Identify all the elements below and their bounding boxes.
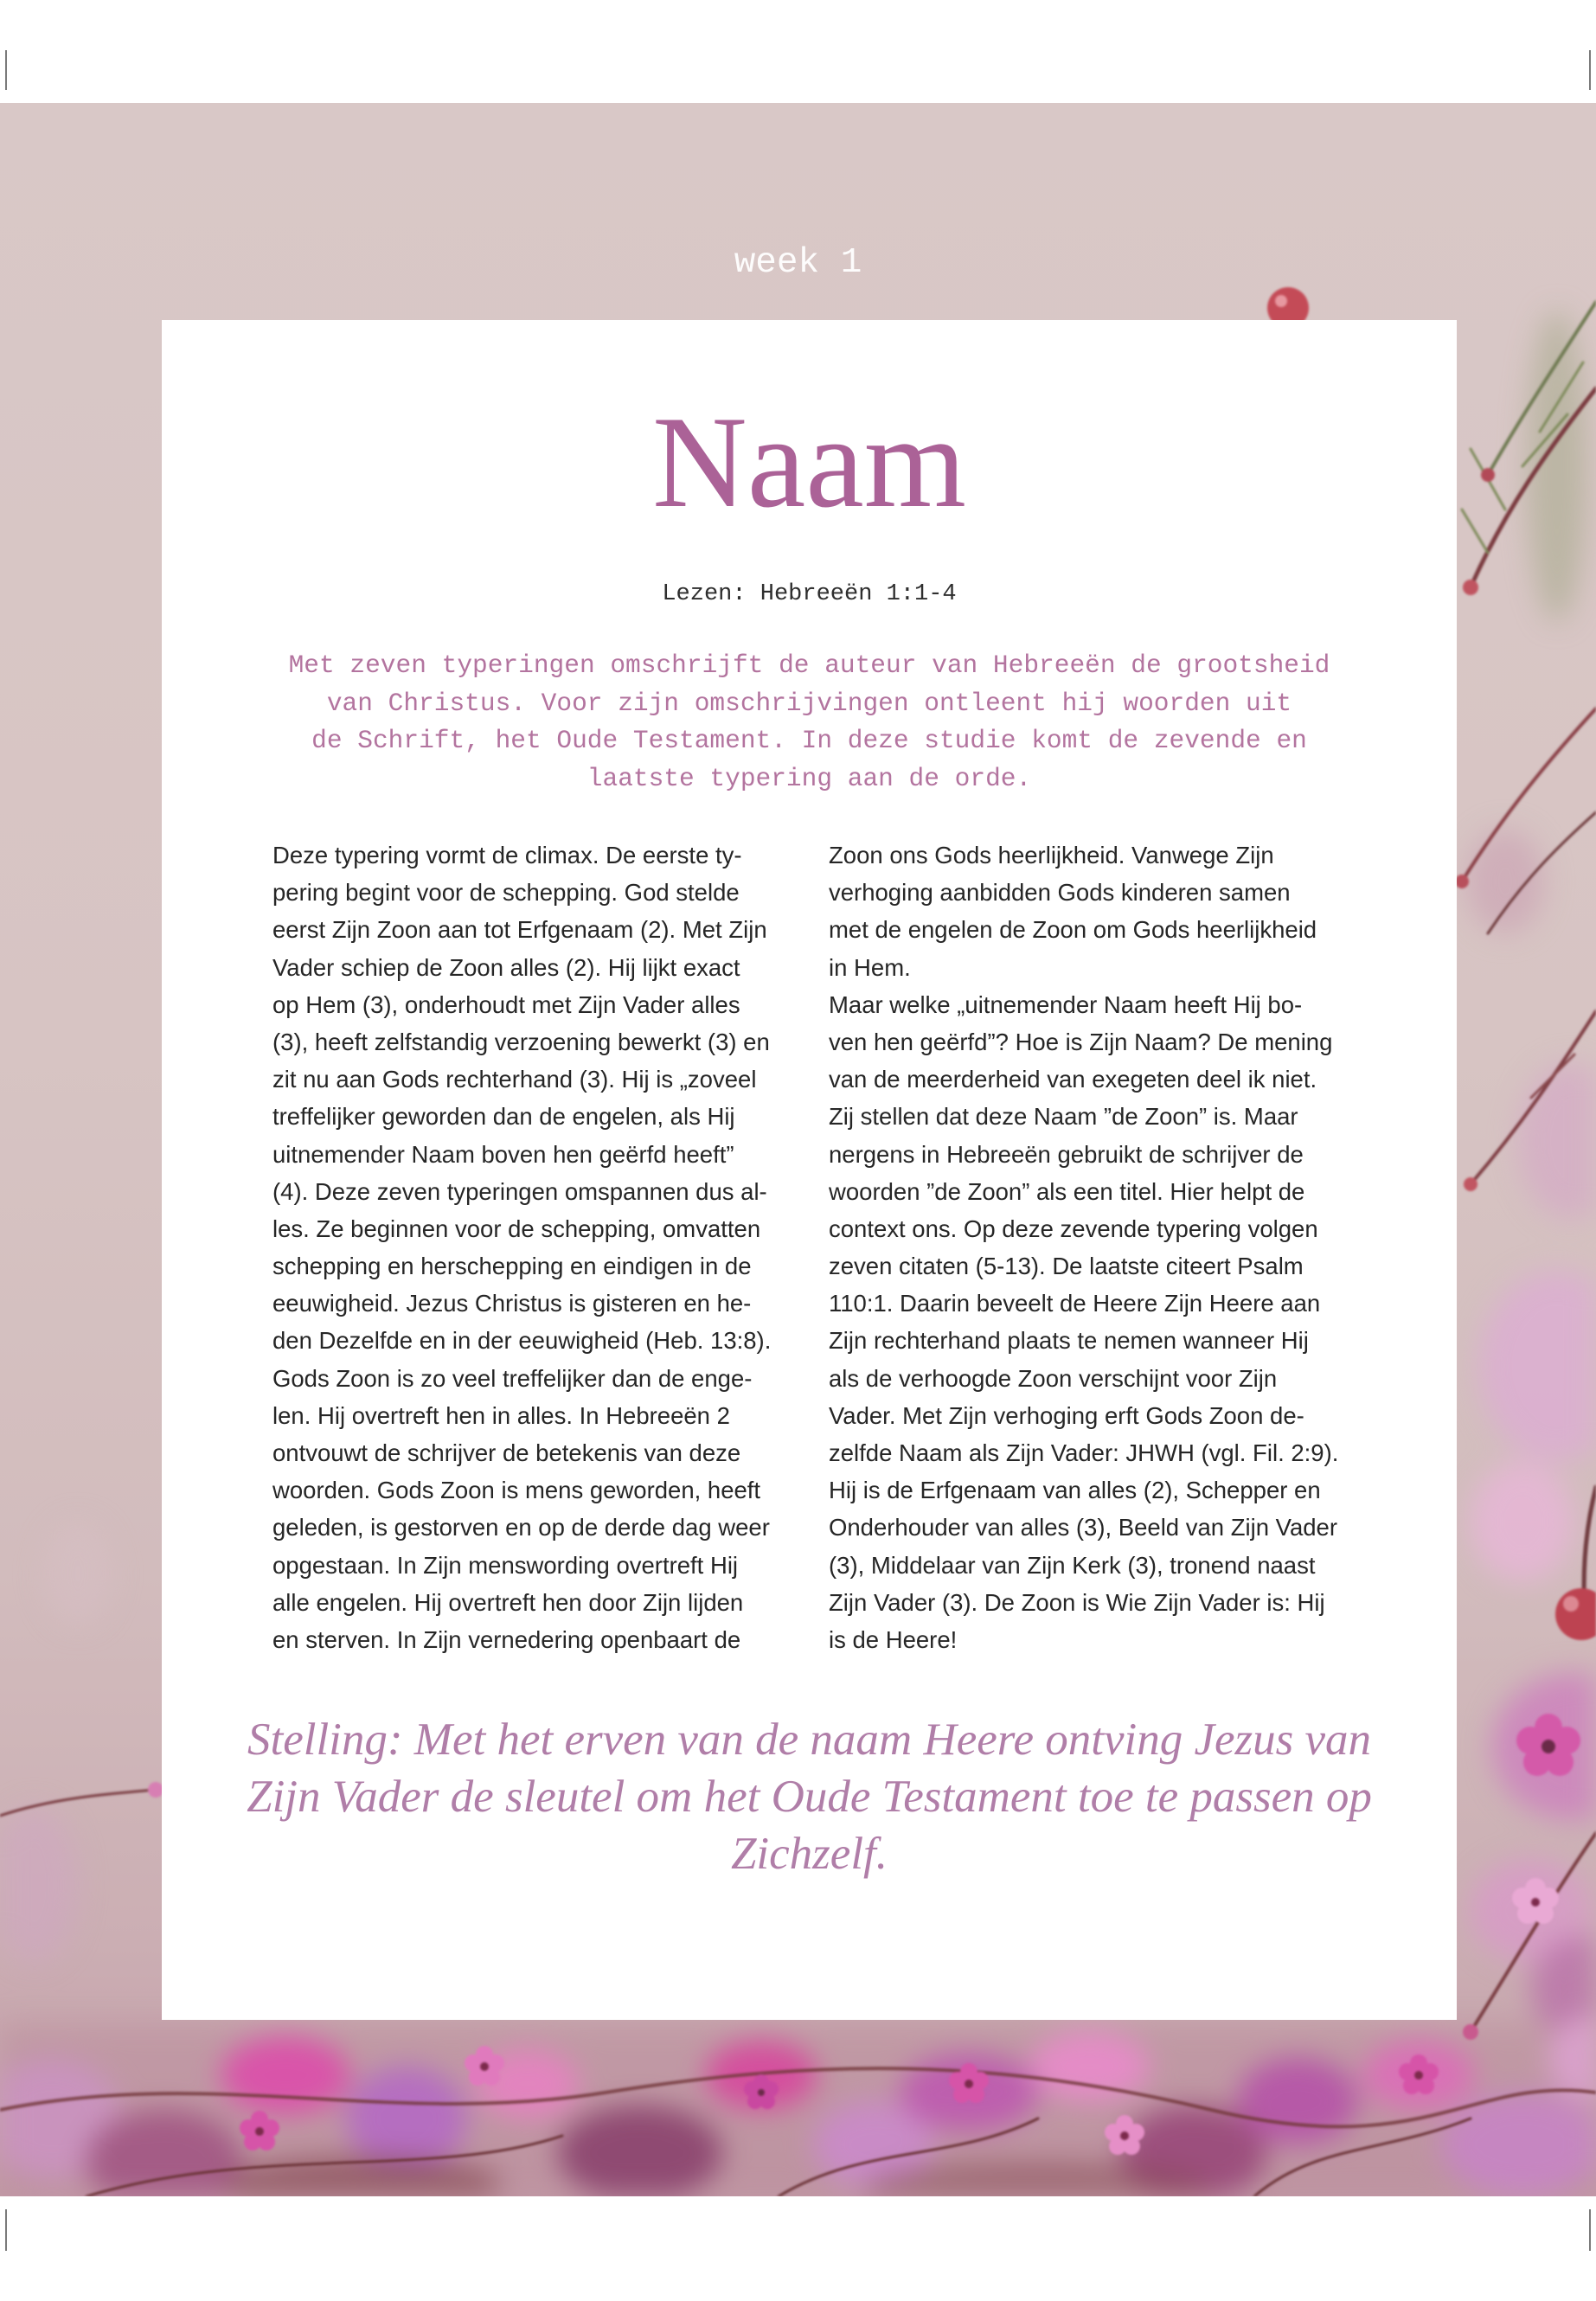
right-column-line: Vader. Met Zijn verhoging erft Gods Zoon de- — [829, 1401, 1304, 1429]
intro-paragraph — [162, 647, 1457, 798]
statement-line: Stelling: Met het erven van de naam Heere ontving Jezus van — [247, 1715, 1372, 1765]
left-column-line: (4). Deze zeven typeringen omspannen dus al- — [272, 1177, 767, 1205]
crop-mark-top-left — [5, 50, 7, 90]
red-bud-right — [1555, 1588, 1596, 1640]
body-column-right — [829, 836, 1348, 1658]
right-column-line: zeven citaten (5-13). De laatste citeert Psalm — [829, 1253, 1304, 1280]
left-column-line: uitnemender Naam boven hen geërfd heeft” — [272, 1140, 734, 1168]
right-column-line: (3), Middelaar van Zijn Kerk (3), tronend naast — [829, 1551, 1316, 1579]
left-column-line: den Dezelfde en in der eeuwigheid (Heb. 13:8). — [272, 1327, 772, 1355]
right-column-line: Zij stellen dat deze Naam ”de Zoon” is. Maar — [829, 1103, 1298, 1131]
right-column-line: in Hem. — [829, 953, 911, 981]
left-column-line: eerst Zijn Zoon aan tot Erfgenaam (2). Met Zijn — [272, 916, 767, 944]
left-column-line: pering begint voor de schepping. God stelde — [272, 879, 740, 907]
right-column-line: Zijn Vader (3). De Zoon is Wie Zijn Vader is: Hij — [829, 1588, 1325, 1616]
left-column-line: les. Ze beginnen voor de schepping, omvatten — [272, 1215, 761, 1242]
right-column-line: context ons. Op deze zevende typering volgen — [829, 1215, 1318, 1242]
left-column-line: eeuwigheid. Jezus Christus is gisteren en he- — [272, 1290, 752, 1317]
right-column-line: als de verhoogde Zoon verschijnt voor Zijn — [829, 1364, 1278, 1392]
flower-right-pale — [1512, 1878, 1559, 1924]
right-column-line: Onderhouder van alles (3), Beeld van Zijn Vader — [829, 1514, 1338, 1541]
left-column-line: schepping en herschepping en eindigen in de — [272, 1253, 752, 1280]
crop-mark-bottom-left — [5, 2209, 7, 2251]
right-column-line: Zijn rechterhand plaats te nemen wanneer Hij — [829, 1327, 1309, 1355]
crop-mark-top-right — [1589, 50, 1591, 90]
reading-reference: Lezen: Hebreeën 1:1-4 — [662, 581, 957, 607]
right-column-line: nergens in Hebreeën gebruikt de schrijver de — [829, 1140, 1304, 1168]
stelling-statement — [162, 1711, 1457, 1882]
right-column-line: van de meerderheid van exegeten deel ik niet. — [829, 1066, 1317, 1093]
left-column-line: zit nu aan Gods rechterhand (3). Hij is „zoveel — [272, 1066, 757, 1093]
left-column-line: alle engelen. Hij overtreft hen door Zijn lijden — [272, 1588, 744, 1616]
statement-line: Zichzelf. — [730, 1829, 888, 1879]
right-column-line: ven hen geërfd”? Hoe is Zijn Naam? De mening — [829, 1028, 1333, 1055]
flower-right-magenta — [1516, 1714, 1580, 1776]
right-column-line: Zoon ons Gods heerlijkheid. Vanwege Zijn — [829, 842, 1274, 868]
right-column-line: 110:1. Daarin beveelt de Heere Zijn Heere aan — [829, 1290, 1321, 1317]
left-column-line: opgestaan. In Zijn menswording overtreft Hij — [272, 1551, 739, 1579]
left-column-line: en sterven. In Zijn vernedering openbaart de — [272, 1625, 741, 1653]
crop-mark-bottom-right — [1589, 2209, 1591, 2251]
right-column-line: met de engelen de Zoon om Gods heerlijkheid — [829, 916, 1317, 944]
intro-line: van Christus. Voor zijn omschrijvingen ontleent hij woorden uit — [326, 688, 1292, 718]
right-column-line: Hij is de Erfgenaam van alles (2), Schepper en — [829, 1477, 1321, 1504]
right-column-line: zelfde Naam als Zijn Vader: JHWH (vgl. Fil. 2:9). — [829, 1439, 1339, 1466]
left-column-line: woorden. Gods Zoon is mens geworden, heeft — [272, 1477, 761, 1504]
intro-line: Met zeven typeringen omschrijft de auteur van Hebreeën de grootsheid — [288, 651, 1330, 680]
left-column-line: len. Hij overtreft hen in alles. In Hebreeën 2 — [272, 1401, 730, 1429]
week-label: week 1 — [734, 243, 862, 283]
left-column-line: geleden, is gestorven en op de derde dag weer — [272, 1514, 770, 1541]
left-column-line: Gods Zoon is zo veel treffelijker dan de enge- — [272, 1364, 753, 1392]
left-column-line: (3), heeft zelfstandig verzoening bewerkt (3) en — [272, 1028, 770, 1055]
left-column-line: op Hem (3), onderhoudt met Zijn Vader alles — [272, 990, 740, 1018]
body-column-left — [272, 836, 792, 1658]
right-column-line: is de Heere! — [829, 1625, 958, 1653]
right-column-line: verhoging aanbidden Gods kinderen samen — [829, 879, 1291, 907]
bottom-flowers — [240, 2046, 1439, 2155]
right-column-line: Maar welke „uitnemender Naam heeft Hij bo- — [829, 990, 1303, 1018]
left-column-line: Vader schiep de Zoon alles (2). Hij lijkt exact — [272, 953, 740, 981]
article-title: Naam — [652, 389, 966, 535]
left-column-line: ontvouwt de schrijver de betekenis van deze — [272, 1439, 741, 1466]
statement-line: Zijn Vader de sleutel om het Oude Testament toe te passen op — [247, 1772, 1372, 1822]
right-column-line: woorden ”de Zoon” als een titel. Hier helpt de — [829, 1177, 1305, 1205]
intro-line: de Schrift, het Oude Testament. In deze studie komt de zevende en — [311, 726, 1307, 756]
intro-line: laatste typering aan de orde. — [586, 763, 1032, 793]
left-column-line: treffelijker geworden dan de engelen, als Hij — [272, 1103, 735, 1131]
left-column-line: Deze typering vormt de climax. De eerste ty- — [272, 842, 742, 868]
article-card — [162, 320, 1457, 2020]
